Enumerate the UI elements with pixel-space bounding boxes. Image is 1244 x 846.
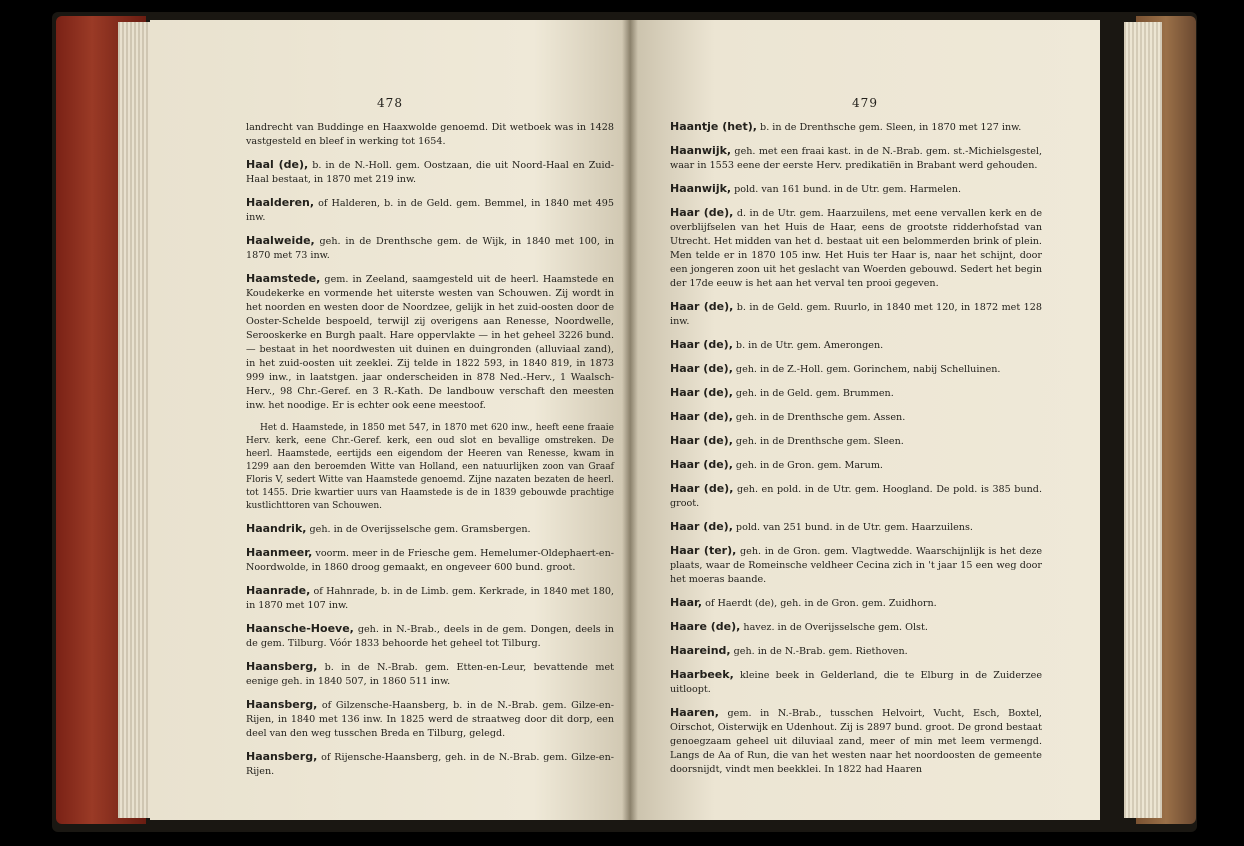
entry-text: geh. in de Z.-Holl. gem. Gorinchem, nabij Schelluinen.	[732, 364, 1001, 375]
dictionary-entry	[670, 706, 1042, 777]
entry-text: geh. in de Gron. gem. Vlagtwedde. Waarschijnlijk is het deze plaats, waar de Romeinsche veldheer Cecina zich in 't jaar 15 een weg door het moeras baande.	[670, 546, 1043, 585]
dictionary-entry	[670, 434, 1042, 449]
dictionary-entry	[246, 158, 614, 187]
entry-headword: Haar (de),	[670, 386, 733, 399]
dictionary-entry	[670, 206, 1042, 291]
entry-text: havez. in de Overijsselsche gem. Olst.	[740, 622, 928, 633]
entry-text: geh. in de Drenthsche gem. de Wijk, in 1840 met 100, in 1870 met 73 inw.	[246, 236, 614, 261]
entry-text: of Haerdt (de), geh. in de Gron. gem. Zuidhorn.	[702, 598, 937, 609]
dictionary-entry	[670, 338, 1042, 353]
dictionary-entry	[670, 410, 1042, 425]
dictionary-entry	[246, 272, 614, 413]
entry-headword: Haanwijk,	[670, 144, 732, 157]
entry-headword: Haar (de),	[670, 434, 733, 447]
entry-headword: Haal (de),	[246, 158, 309, 171]
dictionary-entry	[246, 234, 614, 263]
entry-text: of Gilzensche-Haansberg, b. in de N.-Brab. gem. Gilze-en-Rijen, in 1840 met 136 inw. In 1825 werd de straatweg door dit dorp, een deel van den weg tusschen Breda en Tilburg, gelegd.	[246, 700, 614, 739]
page-number: 478	[377, 96, 403, 110]
entry-text: b. in de Drenthsche gem. Sleen, in 1870 met 127 inw.	[757, 122, 1022, 133]
entry-text: gem. in Zeeland, saamgesteld uit de heerl. Haamstede en Koudekerke en vormende het uiterste westen van Schouwen. Zij wordt in het noorden en westen door de Noordzee, gelijk in het zuid-oosten door de Ooster-Schelde bespoeld, terwijl zij overigens aan Renesse, Noordwelle, Serooskerke en Burgh paalt. Hare oppervlakte — in het geheel 3226 bund. — bestaat in het noordwesten uit duinen en duingronden (alluviaal zand), in het zuid-oosten uit zeeklei. Zij telde in 1822 593, in 1840 819, in 1873 999 inw., in laatstgen. jaar onderscheiden in 878 Ned.-Herv., 1 Waalsch-Herv., 98 Chr.-Geref. en 3 R.-Kath. De landbouw verschaft den meesten inw. het noodige. Er is echter ook eene meestoof.	[246, 274, 614, 411]
entry-headword: Haanwijk,	[670, 182, 732, 195]
entry-headword: Haalderen,	[246, 196, 315, 209]
entry-headword: Haar (de),	[670, 520, 733, 533]
entry-headword: Haantje (het),	[670, 120, 757, 133]
dictionary-entry	[246, 660, 614, 689]
dictionary-entry	[670, 300, 1042, 329]
entry-text: geh. met een fraai kast. in de N.-Brab. gem. st.-Michielsgestel, waar in 1553 eene der eerste Herv. predikatiën in Brabant werd gehouden.	[670, 146, 1042, 171]
dictionary-entry	[246, 584, 614, 613]
entry-headword: Haar,	[670, 596, 703, 609]
entry-text: b. in de Utr. gem. Amerongen.	[732, 340, 884, 351]
entry-headword: Haansberg,	[246, 698, 318, 711]
entry-text: b. in de N.-Holl. gem. Oostzaan, die uit Noord-Haal en Zuid-Haal bestaat, in 1870 met 219 inw.	[246, 160, 614, 185]
dictionary-entry	[670, 458, 1042, 473]
dictionary-entry	[670, 596, 1042, 611]
dictionary-entry	[670, 644, 1042, 659]
entry-text: of Hahnrade, b. in de Limb. gem. Kerkrade, in 1840 met 180, in 1870 met 107 inw.	[246, 586, 614, 611]
entry-text: geh. in de Gron. gem. Marum.	[732, 460, 883, 471]
entry-text: pold. van 161 bund. in de Utr. gem. Harmelen.	[731, 184, 962, 195]
entry-headword: Haar (ter),	[670, 544, 737, 557]
entry-text: d. in de Utr. gem. Haarzuilens, met eene vervallen kerk en de overblijfselen van het Huis de Haar, eens de grootste ridderhofstad van Utrecht. Het midden van het d. bestaat uit een belommerden brink of plein. Men telde er in 1870 105 inw. Het Huis ter Haar is, naar het schijnt, door een jongeren zoon uit het geslacht van Woerden gebouwd. Sedert het begin der 17de eeuw is het aan het verval ten prooi gegeven.	[670, 208, 1043, 289]
entry-text: geh. in de Overijsselsche gem. Gramsbergen.	[306, 524, 531, 535]
entry-headword: Haanrade,	[246, 584, 311, 597]
entry-text: geh. in de Drenthsche gem. Sleen.	[732, 436, 904, 447]
page-number: 479	[852, 96, 878, 110]
entry-list	[246, 120, 614, 788]
dictionary-entry	[670, 386, 1042, 401]
dictionary-entry	[246, 698, 614, 741]
entry-text: geh. in de Drenthsche gem. Assen.	[732, 412, 906, 423]
entry-text: geh. en pold. in de Utr. gem. Hoogland. De pold. is 385 bund. groot.	[670, 484, 1042, 509]
entry-text: geh. in N.-Brab., deels in de gem. Dongen, deels in de gem. Tilburg. Vóór 1833 behoorde het geheel tot Tilburg.	[246, 624, 614, 649]
dictionary-entry	[670, 144, 1042, 173]
entry-note: Het d. Haamstede, in 1850 met 547, in 1870 met 620 inw., heeft eene fraaie Herv. kerk, eene Chr.-Geref. kerk, een oud slot en bevallige omstreken. De heerl. Haamstede, eertijds een eigendom der Heeren van Renesse, kwam in 1299 aan den beroemden Witte van Holland, een natuurlijken zoon van Graaf Floris V, sedert Witte van Haamstede genoemd. Zijne nazaten bezaten de heerl. tot 1455. Drie kwartier uurs van Haamstede is de in 1839 gebouwde prachtige kustlichttoren van Schouwen.	[246, 423, 614, 511]
page-edges-left	[118, 22, 154, 818]
entry-headword: Haandrik,	[246, 522, 307, 535]
dictionary-entry	[670, 182, 1042, 197]
entry-text: gem. in N.-Brab., tusschen Helvoirt, Vucht, Esch, Boxtel, Oirschot, Oisterwijk en Udenhout. Zij is 2897 bund. groot. De grond bestaat genoegzaam geheel uit diluviaal zand, meer of min met leem vermengd. Langs de Aa of Run, die van het westen naar het noordoosten de gemeente doorsnijdt, vindt men beekklei. In 1822 had Haaren	[670, 708, 1042, 775]
entry-text: voorm. meer in de Friesche gem. Hemelumer-Oldephaert-en-Noordwolde, in 1860 droog gemaakt, en ongeveer 600 bund. groot.	[246, 548, 614, 573]
dictionary-entry	[246, 120, 614, 149]
entry-text: b. in de Geld. gem. Ruurlo, in 1840 met 120, in 1872 met 128 inw.	[670, 302, 1042, 327]
entry-text: geh. in de N.-Brab. gem. Riethoven.	[730, 646, 908, 657]
entry-headword: Haanmeer,	[246, 546, 313, 559]
entry-headword: Haarbeek,	[670, 668, 734, 681]
entry-text: b. in de N.-Brab. gem. Etten-en-Leur, bevattende met eenige geh. in 1840 507, in 1860 511 inw.	[246, 662, 614, 687]
entry-headword: Haamstede,	[246, 272, 321, 285]
dictionary-entry	[670, 544, 1042, 587]
dictionary-entry	[670, 668, 1042, 697]
right-page	[630, 20, 1100, 820]
book-gutter	[622, 20, 638, 820]
entry-headword: Haalweide,	[246, 234, 315, 247]
entry-headword: Haar (de),	[670, 362, 733, 375]
entry-headword: Haareind,	[670, 644, 731, 657]
entry-headword: Haar (de),	[670, 458, 733, 471]
entry-text: pold. van 251 bund. in de Utr. gem. Haarzuilens.	[732, 522, 973, 533]
entry-headword: Haaren,	[670, 706, 719, 719]
left-page	[150, 20, 630, 820]
entry-text: of Halderen, b. in de Geld. gem. Bemmel, in 1840 met 495 inw.	[246, 198, 614, 223]
page-edges-right	[1124, 22, 1162, 818]
entry-headword: Haar (de),	[670, 410, 733, 423]
entry-headword: Haar (de),	[670, 482, 734, 495]
entry-headword: Haansberg,	[246, 660, 318, 673]
entry-headword: Haansberg,	[246, 750, 318, 763]
entry-list	[670, 120, 1042, 786]
dictionary-entry	[670, 482, 1042, 511]
dictionary-entry	[670, 362, 1042, 377]
entry-text: kleine beek in Gelderland, die te Elburg in de Zuiderzee uitloopt.	[670, 670, 1042, 695]
entry-text: of Rijensche-Haansberg, geh. in de N.-Brab. gem. Gilze-en-Rijen.	[246, 752, 614, 777]
entry-headword: Haar (de),	[670, 338, 733, 351]
entry-headword: Haare (de),	[670, 620, 741, 633]
entry-headword: Haansche-Hoeve,	[246, 622, 354, 635]
dictionary-entry	[670, 120, 1042, 135]
entry-headword: Haar (de),	[670, 206, 734, 219]
dictionary-entry	[246, 622, 614, 651]
entry-text: landrecht van Buddinge en Haaxwolde genoemd. Dit wetboek was in 1428 vastgesteld en bleef in werking tot 1654.	[246, 122, 614, 147]
dictionary-entry	[246, 522, 614, 537]
dictionary-entry	[246, 546, 614, 575]
entry-headword: Haar (de),	[670, 300, 734, 313]
dictionary-entry	[246, 750, 614, 779]
dictionary-entry	[246, 196, 614, 225]
dictionary-entry	[670, 520, 1042, 535]
entry-text: geh. in de Geld. gem. Brummen.	[732, 388, 894, 399]
dictionary-entry	[670, 620, 1042, 635]
